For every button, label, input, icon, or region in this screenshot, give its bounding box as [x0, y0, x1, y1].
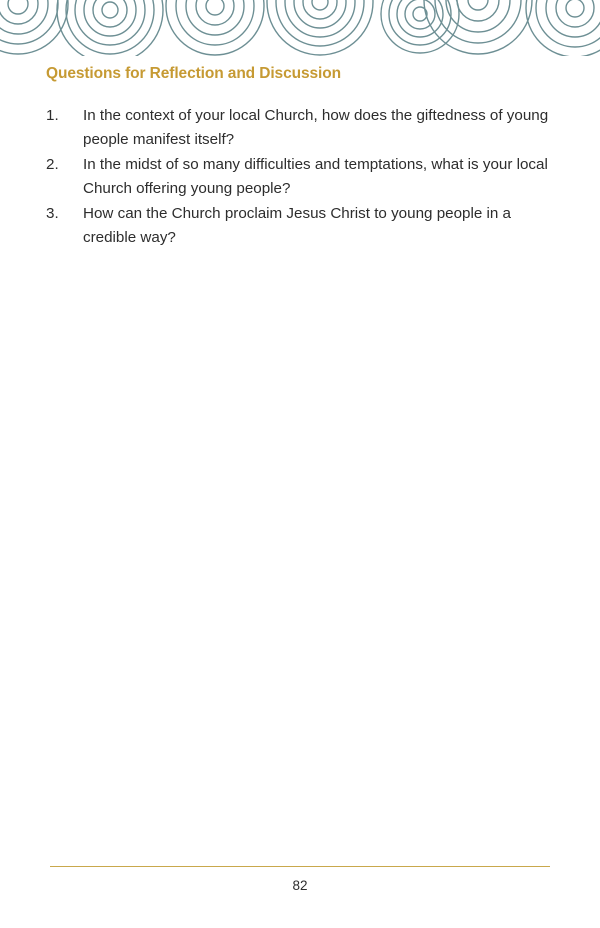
section-title: Questions for Reflection and Discussion [46, 65, 341, 82]
list-item [46, 202, 562, 250]
footer-divider [50, 866, 550, 867]
list-item-number: 3. [46, 205, 59, 223]
page-footer [50, 866, 550, 893]
list-item-text: In the context of your local Church, how does the giftedness of young people manifest itself? [83, 107, 549, 149]
concentric-arcs-ornament [0, 0, 600, 56]
page-number: 82 [292, 877, 308, 893]
list-item-number: 1. [46, 107, 59, 125]
list-item [46, 104, 562, 152]
list-item [46, 153, 562, 201]
questions-list [46, 104, 562, 250]
list-item-text: In the midst of so many difficulties and temptations, what is your local Church offering young people? [83, 156, 548, 198]
list-item-number: 2. [46, 156, 59, 174]
page-content [46, 64, 562, 251]
list-item-text: How can the Church proclaim Jesus Christ to young people in a credible way? [83, 205, 512, 247]
